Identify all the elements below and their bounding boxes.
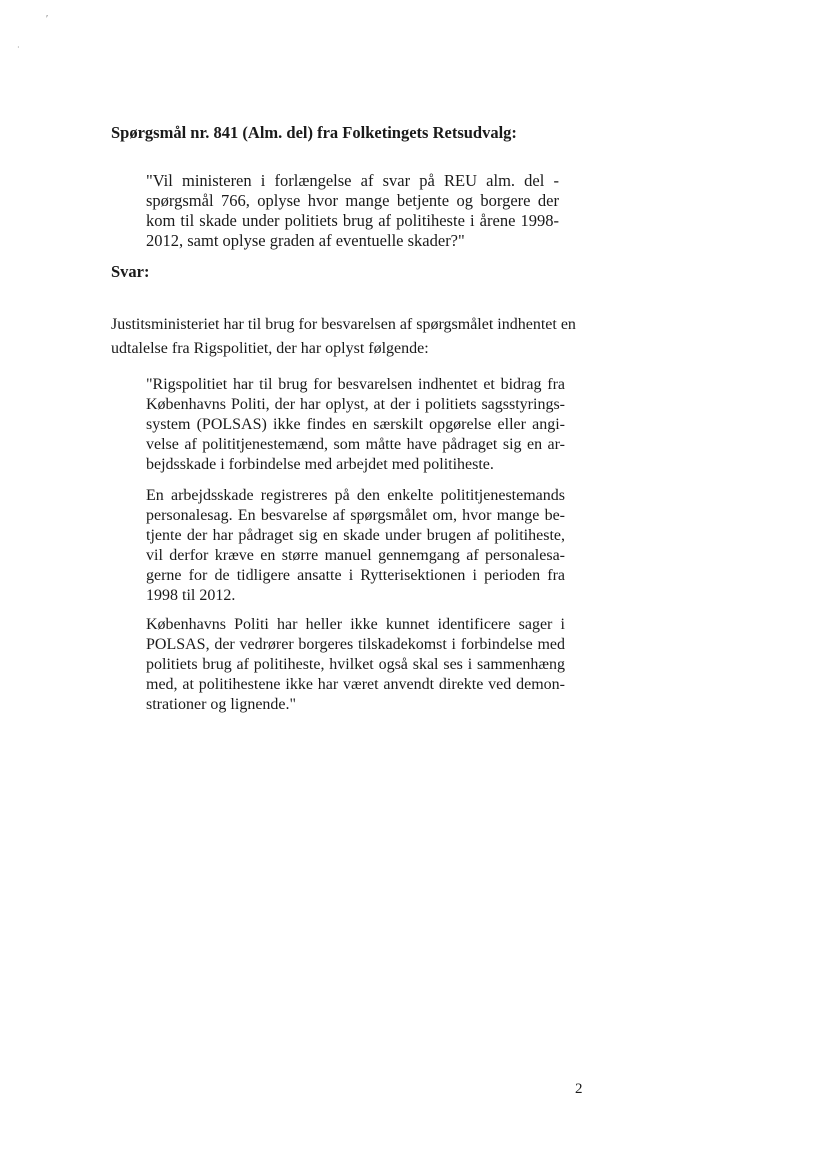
quote-paragraph-3 [146, 615, 565, 715]
paragraph-line: bejdsskade i forbindelse med arbejdet med politiheste. [146, 456, 494, 473]
paragraph-line: system (POLSAS) ikke findes en særskilt opgørelse eller angi- [146, 416, 565, 433]
paragraph-line: En arbejdsskade registreres på den enkelte polititjenestemands [146, 487, 565, 504]
question-line: spørgsmål 766, oplyse hvor mange betjente og borgere der [146, 191, 559, 210]
question-line: 2012, samt oplyse graden af eventuelle skader?" [146, 231, 465, 250]
paragraph-line: strationer og lignende." [146, 696, 297, 713]
paragraph-line: tjente der har pådraget sig en skade under brugen af politiheste, [146, 527, 565, 544]
paragraph-line: gerne for de tidligere ansatte i Rytterisektionen i perioden fra [146, 567, 565, 584]
paragraph-line: POLSAS, der vedrører borgeres tilskadekomst i forbindelse med [146, 636, 565, 653]
paragraph-line: med, at politihestene ikke har været anvendt direkte ved demon- [146, 676, 565, 693]
quote-paragraph-2 [146, 486, 565, 606]
answer-heading: Svar: [111, 262, 150, 281]
paragraph-line: vil derfor kræve en større manuel gennemgang af personalesa- [146, 547, 565, 564]
scan-speck: ʹ [46, 14, 49, 25]
question-line: kom til skade under politiets brug af politiheste i årene 1998- [146, 211, 559, 230]
intro-line: udtalelse fra Rigspolitiet, der har oplyst følgende: [111, 340, 429, 357]
question-heading: Spørgsmål nr. 841 (Alm. del) fra Folketingets Retsudvalg: [111, 123, 517, 142]
paragraph-line: Københavns Politi, der har oplyst, at der i politiets sagsstyrings- [146, 396, 565, 413]
question-quote [146, 171, 559, 251]
paragraph-line: Københavns Politi har heller ikke kunnet identificere sager i [146, 616, 565, 633]
paragraph-line: "Rigspolitiet har til brug for besvarelsen indhentet et bidrag fra [146, 376, 565, 393]
paragraph-line: velse af polititjenestemænd, som måtte have pådraget sig en ar- [146, 436, 565, 453]
question-line: "Vil ministeren i forlængelse af svar på REU alm. del - [146, 171, 559, 190]
quote-paragraph-1 [146, 375, 565, 475]
answer-intro [111, 313, 591, 361]
intro-line: Justitsministeriet har til brug for besvarelsen af spørgsmålet indhentet en [111, 316, 576, 333]
paragraph-line: personalesag. En besvarelse af spørgsmålet om, hvor mange be- [146, 507, 565, 524]
scan-speck: · [17, 43, 20, 52]
paragraph-line: politiets brug af politiheste, hvilket også skal ses i sammenhæng [146, 656, 565, 673]
paragraph-line: 1998 til 2012. [146, 587, 236, 604]
page-number: 2 [575, 1081, 583, 1097]
